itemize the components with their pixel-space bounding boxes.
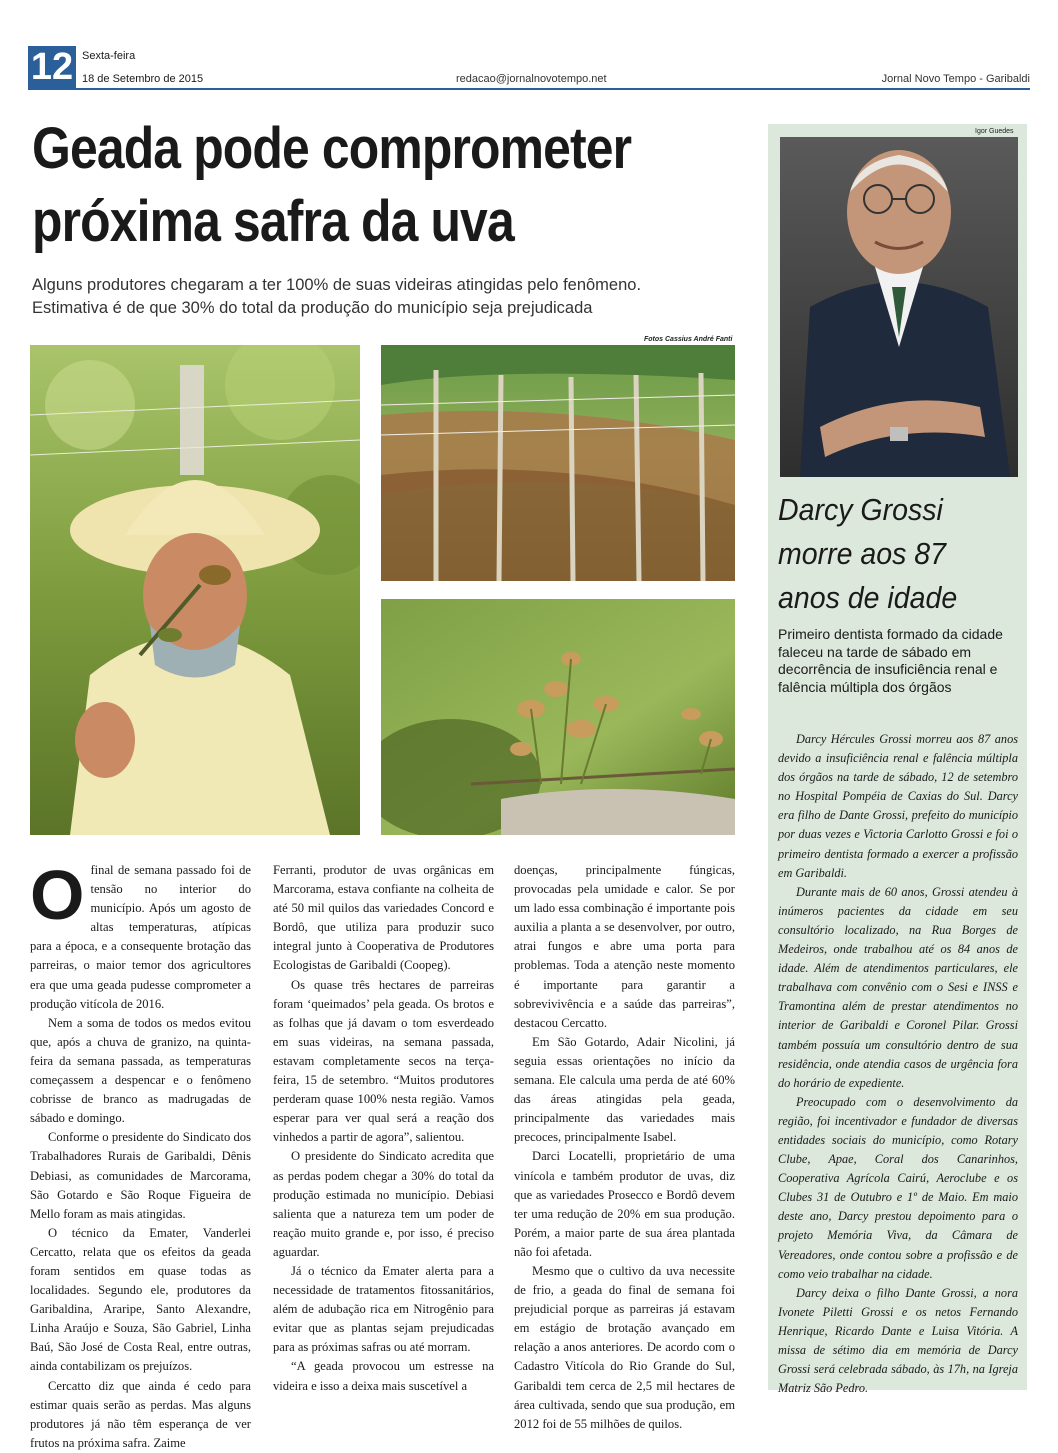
header-rule: [28, 88, 1030, 90]
article-paragraph: Os quase três hectares de parreiras foram ‘queimados’ pela geada. Os brotos e as folhas que já davam o tom esverdeado em suas videiras, na semana passada, estavam completamente secos na terça-feira, 15 de setembro. “Muitos produtores perderam quase 100% nesta região. Vamos esperar para ver qual será a reação dos vinhedos a partir de agora”, salientou.: [273, 977, 494, 1145]
headline-line-2: próxima safra da uva: [32, 189, 514, 254]
subheadline-line-1: Alguns produtores chegaram a ter 100% de suas videiras atingidas pelo fenômeno.: [32, 276, 642, 294]
article-paragraph: Em São Gotardo, Adair Nicolini, já seguia essas orientações no início da semana. Ele calcula uma perda de até 60% das áreas atingidas pela geada, principalmente das variedades mais precoces, principalmente Isabel.: [514, 1034, 735, 1145]
sidebar-body: [778, 730, 1018, 1398]
article-headline: [32, 112, 651, 258]
subheadline-line-2: Estimativa é de que 30% do total da produção do município seja prejudicada: [32, 299, 593, 317]
sidebar-headline-line-1: Darcy Grossi: [778, 492, 943, 527]
article-paragraph: O técnico da Emater, Vanderlei Cercatto, relata que os efeitos da geada foram sentidos em quase todas as localidades. Segundo ele, produtores da Garibaldina, Araripe, Santo Alexandre, Linha Araújo e Souza, São Gabriel, Linha Baú, São José de Costa Real, entre outras, ainda contabilizam os prejuízos.: [30, 1225, 251, 1374]
sidebar-headline: [778, 488, 999, 620]
article-paragraph: Mesmo que o cultivo da uva necessite de frio, a geada do final de semana foi prejudicial porque as parreiras já estavam em estágio de brotação avançado em relação a anos anteriores. De acordo com o Cadastro Vitícola do Rio Grande do Sul, Garibaldi tem cerca de 2,5 mil hectares de área cultivada, sendo que sua produção, em 2012 foi de 55 milhões de quilos.: [514, 1263, 735, 1431]
header-newspaper-name: Jornal Novo Tempo - Garibaldi: [881, 73, 1030, 85]
article-paragraph: Ferranti, produtor de uvas orgânicas em Marcorama, estava confiante na colheita de até 50 mil quilos das variedades Concord e Bordô, que utiliza para produzir suco integral junto à Cooperativa de Produtores Ecologistas de Garibaldi (Coopeg).: [273, 863, 494, 973]
article-subheadline: [32, 274, 752, 320]
photo-credit: Fotos Cassius André Fanti: [644, 336, 733, 343]
article-column-3: [514, 861, 735, 1434]
sidebar-subheadline: Primeiro dentista formado da cidade faleceu na tarde de sábado em decorrência de insuficiência renal e falência múltipla dos órgãos: [778, 626, 1003, 695]
header-email-link[interactable]: redacao@jornalnovotempo.net: [456, 73, 607, 85]
sidebar-photo-credit: Igor Guedes: [975, 128, 1014, 135]
article-paragraph: final de semana passado foi de tensão no interior do município. Após um agosto de altas temperaturas, atípicas para a época, e a consequente brotação das parreiras, o maior temor dos agricultores era que uma geada pudesse comprometer a produção vitícola de 2016.: [30, 863, 251, 1011]
sidebar-paragraph: Darcy deixa o filho Dante Grossi, a nora Ivonete Piletti Grossi e os netos Fernando Henrique, Ricardo Dante e Luisa Vitória. A missa de sétimo dia em memória de Darcy Grossi será celebrada sábado, às 17h, na Igreja Matriz São Pedro.: [778, 1285, 1018, 1396]
article-paragraph: Nem a soma de todos os medos evitou que, após a chuva de granizo, na quinta-feira da semana passada, as temperaturas começassem a despencar e o fenômeno cobrisse de branco as madrugadas de sábado e domingo.: [30, 1015, 251, 1126]
article-paragraph: Já o técnico da Emater alerta para a necessidade de tratamentos fitossanitários, além de adubação rica em Nitrogênio para evitar que as plantas sejam prejudicadas para as próximas safras ou até morram.: [273, 1263, 494, 1355]
sidebar-headline-line-3: anos de idade: [778, 580, 958, 615]
photo-frosted-vine-shoots: [381, 599, 735, 835]
article-paragraph: Cercatto diz que ainda é cedo para estimar quais serão as perdas. Mas alguns produtores já não têm esperança de ver frutos na próxima safra. Zaime: [30, 1378, 251, 1450]
photo-frosted-vineyard-rows: [381, 345, 735, 581]
header-date: 18 de Setembro de 2015: [82, 73, 204, 85]
sidebar-paragraph: Durante mais de 60 anos, Grossi atendeu à inúmeros pacientes da cidade em seu consultório localizado, na Rua Borges de Medeiros, onde trabalhou até os 84 anos de idade. Além de atendimentos particulares, ele trabalhava com convênio com o Sesi e INSS e Tramontina além de prestar atendimentos no interior de Garibaldi e Coronel Pilar. Grossi também possuía um consultório dentro de sua residência, onde atendia casos de urgência fora do horário de expediente.: [778, 884, 1018, 1090]
article-paragraph: O presidente do Sindicato acredita que as perdas podem chegar a 30% do total da produção estimada no município. Debiasi salienta que a natureza tem um poder de reação muito grande e, por isso, é preciso aguardar.: [273, 1149, 494, 1259]
article-paragraph: “A geada provocou um estresse na videira e isso a deixa mais suscetível a: [273, 1359, 494, 1393]
headline-line-1: Geada pode comprometer: [32, 116, 632, 181]
photo-portrait-darcy-grossi: [780, 137, 1018, 477]
article-paragraph: Conforme o presidente do Sindicato dos Trabalhadores Rurais de Garibaldi, Dênis Debiasi, as comunidades de Marcorama, São Gotardo e São Roque Figueira de Mello foram as mais atingidas.: [30, 1130, 251, 1221]
article-column-2: [273, 861, 494, 1396]
photo-farmer-with-vine: [30, 345, 360, 835]
header-weekday: Sexta-feira: [82, 50, 136, 62]
article-column-1: [30, 856, 251, 1453]
drop-cap: O: [30, 856, 85, 934]
sidebar-paragraph: Preocupado com o desenvolvimento da região, foi incentivador e fundador de diversas entidades sociais do município, como Rotary Clube, Apae, Coral dos Canarinhos, Cooperativa Agrícola Cairú, Aeroclube e os Clubes 31 de Outubro e 1º de Maio. Em maio deste ano, Darcy prestou depoimento para o projeto Memória Viva, da Câmara de Vereadores, onde contou sobre a profissão e de como veio trabalhar na cidade.: [778, 1094, 1018, 1281]
sidebar-paragraph: Darcy Hércules Grossi morreu aos 87 anos devido a insuficiência renal e falência múltipla dos órgãos na tarde de sábado, 12 de setembro no Hospital Pompéia de Caxias do Sul. Darcy era filho de Dante Grossi, prefeito do município por duas vezes e Victoria Carlotto Grossi e foi o primeiro dentista formado a exercer a profissão em Garibaldi.: [778, 732, 1018, 880]
article-paragraph: Darci Locatelli, proprietário de uma vinícola e também produtor de uvas, diz que as variedades Prosecco e Bordô devem ter uma redução de 20% em sua produção. Porém, a maior parte de sua área plantada não foi afetada.: [514, 1149, 735, 1259]
page-number: 12: [28, 46, 76, 88]
sidebar-headline-line-2: morre aos 87: [778, 536, 947, 571]
article-paragraph: doenças, principalmente fúngicas, provocadas pela umidade e calor. Se por um lado essa combinação é importante pois auxilia a planta a se desenvolver, por outro, atrai fungos e abre uma porta para problemas. Toda a atenção neste momento é importante para garantir a sobrevivivência e a saúde das parreiras”, destacou Cercatto.: [514, 863, 735, 1030]
